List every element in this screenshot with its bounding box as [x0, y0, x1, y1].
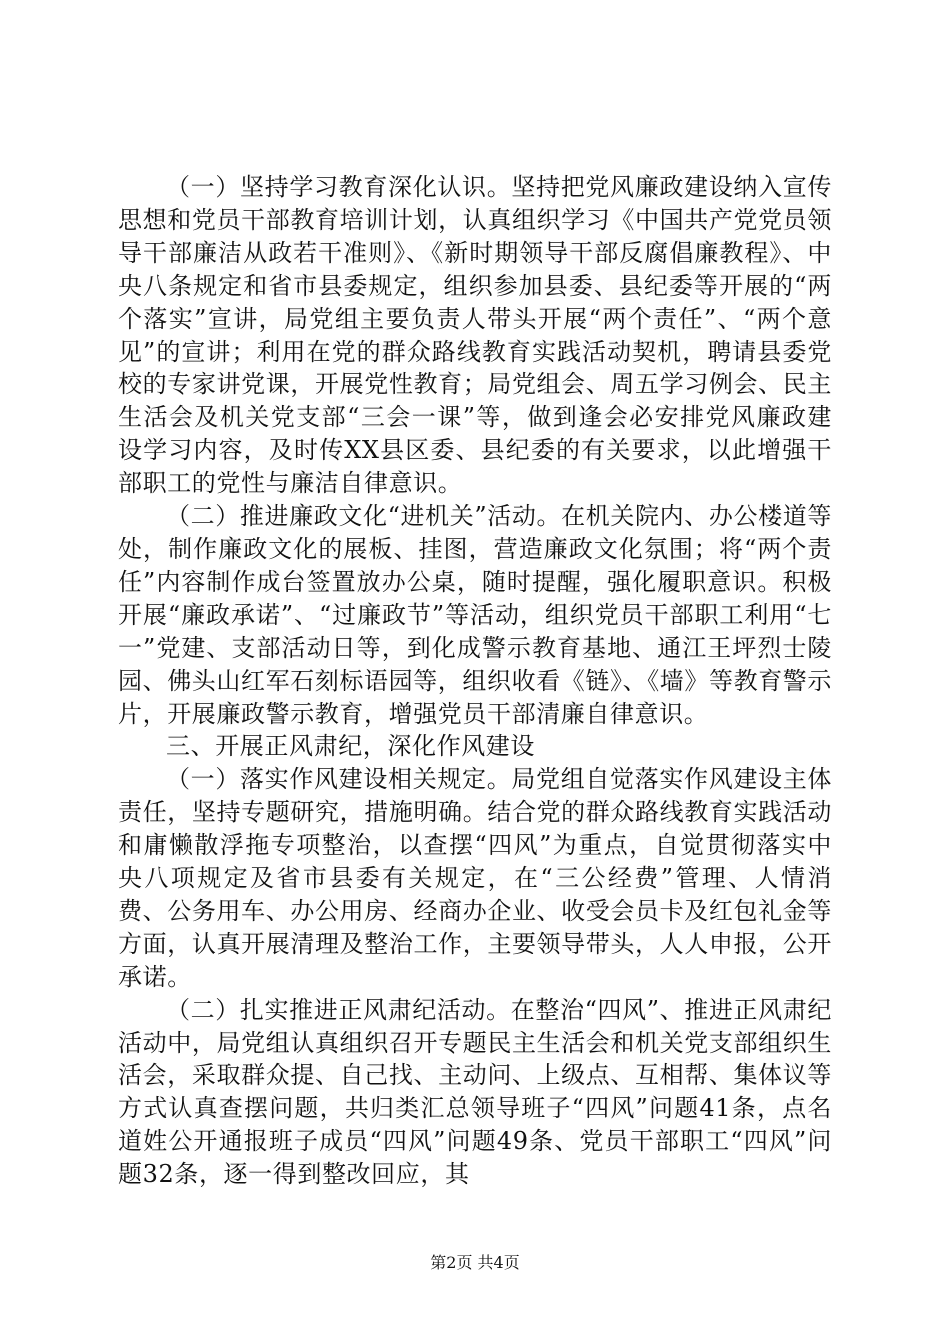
document-body	[118, 171, 832, 1191]
paragraph-work-style-rules: （一）落实作风建设相关规定。局党组自觉落实作风建设主体责任，坚持专题研究，措施明确。结合党的群众路线教育实践活动和庸懒散浮拖专项整治，以查摆“四风”为重点，自觉贯彻落实中央八项规定及省市县委有关规定，在“三公经费”管理、人情消费、公务用车、办公用房、经商办企业、收受会员卡及红包礼金等方面，认真开展清理及整治工作，主要领导带头，人人申报，公开承诺。	[118, 765, 832, 991]
paragraph-clean-culture: （二）推进廉政文化“进机关”活动。在机关院内、办公楼道等处，制作廉政文化的展板、挂图，营造廉政文化氛围；将“两个责任”内容制作成台签置放办公桌，随时提醒，强化履职意识。积极开展“廉政承诺”、“过廉政节”等活动，组织党员干部职工利用“七一”党建、支部活动日等，到化成警示教育基地、通江王坪烈士陵园、佛头山红军石刻标语园等，组织收看《链》、《墙》等教育警示片，开展廉政警示教育，增强党员干部清廉自律意识。	[118, 502, 832, 728]
paragraph-discipline-activity: （二）扎实推进正风肃纪活动。在整治“四风”、推进正风肃纪活动中，局党组认真组织召开专题民主生活会和机关党支部组织生活会，采取群众提、自己找、主动问、上级点、互相帮、集体议等方式认真查摆问题，共归类汇总领导班子“四风”问题41条，点名道姓公开通报班子成员“四风”问题49条、党员干部职工“四风”问题32条，逐一得到整改回应，其	[118, 995, 832, 1189]
paragraph-study-education: （一）坚持学习教育深化认识。坚持把党风廉政建设纳入宣传思想和党员干部教育培训计划，认真组织学习《中国共产党党员领导干部廉洁从政若干准则》、《新时期领导干部反腐倡廉教程》、中央八条规定和省市县委规定，组织参加县委、县纪委等开展的“两个落实”宣讲，局党组主要负责人带头开展“两个责任”、“两个意见”的宣讲；利用在党的群众路线教育实践活动契机，聘请县委党校的专家讲党课，开展党性教育；局党组会、周五学习例会、民主生活会及机关党支部“三会一课”等，做到逢会必安排党风廉政建设学习内容，及时传XX县区委、县纪委的有关要求，以此增强干部职工的党性与廉洁自律意识。	[118, 173, 832, 498]
page-footer: 第2页 共4页	[430, 1253, 520, 1272]
section-heading-three: 三、开展正风肃纪，深化作风建设	[166, 732, 535, 761]
